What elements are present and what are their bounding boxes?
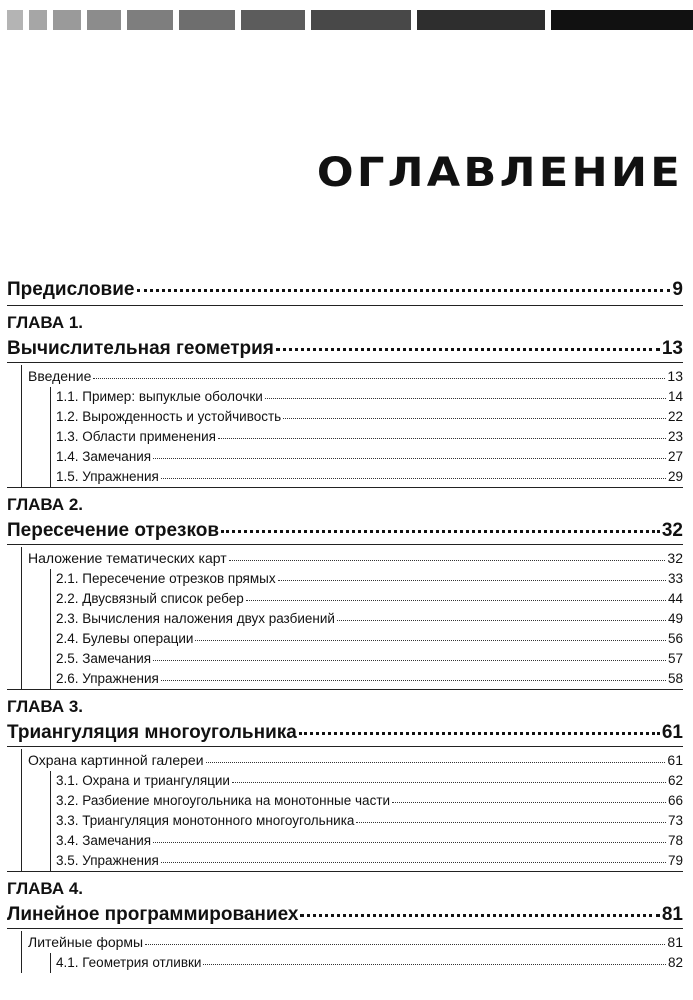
divider xyxy=(7,487,683,488)
dot-leader xyxy=(203,964,666,965)
entry-title: Линейное программированиех xyxy=(7,904,299,925)
chapter-label-text: ГЛАВА 2. xyxy=(7,495,84,514)
entry-title: Наложение тематических карт xyxy=(28,550,227,566)
divider xyxy=(7,362,683,363)
entry-page: 81 xyxy=(661,904,683,925)
toc-entry-section xyxy=(14,649,683,669)
entry-title: Предисловие xyxy=(7,279,135,300)
entry-title: 3.3. Триангуляция монотонного многоугольника xyxy=(56,813,355,828)
dot-leader xyxy=(153,458,666,459)
header-bar xyxy=(241,10,305,30)
entry-title: 3.1. Охрана и триангуляции xyxy=(56,773,230,788)
dot-leader xyxy=(276,348,660,351)
toc-entry-intro xyxy=(14,749,683,771)
divider xyxy=(7,544,683,545)
toc-entry-intro xyxy=(14,365,683,387)
entry-page: 66 xyxy=(667,793,683,808)
dot-leader xyxy=(145,944,665,945)
entry-title: 2.2. Двусвязный список ребер xyxy=(56,591,244,606)
chapter-label xyxy=(7,876,683,902)
entry-page: 61 xyxy=(667,752,683,768)
toc-entry-section xyxy=(14,569,683,589)
dot-leader xyxy=(195,640,666,641)
toc-entry-intro xyxy=(14,547,683,569)
header-bar xyxy=(7,10,23,30)
entry-title: 3.4. Замечания xyxy=(56,833,152,848)
entry-title: Вычислительная геометрия xyxy=(7,338,274,359)
divider xyxy=(7,689,683,690)
dot-leader xyxy=(161,680,666,681)
chapter-label-text: ГЛАВА 4. xyxy=(7,879,84,898)
chapter-title-entry xyxy=(7,336,683,362)
chapter-label-text: ГЛАВА 1. xyxy=(7,313,84,332)
entry-page: 13 xyxy=(661,338,683,359)
entry-page: 33 xyxy=(667,571,683,586)
table-of-contents xyxy=(7,275,683,973)
dot-leader xyxy=(299,732,660,735)
chapter-3 xyxy=(7,694,683,872)
dot-leader xyxy=(93,378,665,379)
entry-title: 1.3. Области применения xyxy=(56,429,216,444)
entry-page: 9 xyxy=(672,279,683,300)
header-bar xyxy=(87,10,121,30)
dot-leader xyxy=(137,289,671,292)
dot-leader xyxy=(337,620,666,621)
entry-page: 73 xyxy=(667,813,683,828)
toc-entry-section xyxy=(14,953,683,973)
entry-title: 2.5. Замечания xyxy=(56,651,152,666)
section-list xyxy=(14,771,683,871)
entry-title: 2.3. Вычисления наложения двух разбиений xyxy=(56,611,335,626)
dot-leader xyxy=(265,398,666,399)
toc-entry-section xyxy=(14,629,683,649)
dot-leader xyxy=(153,842,666,843)
chapter-subentries xyxy=(14,365,683,487)
entry-title: Литейные формы xyxy=(28,934,144,950)
dot-leader xyxy=(229,560,666,561)
entry-page: 32 xyxy=(667,550,683,566)
entry-title: Триангуляция многоугольника xyxy=(7,722,297,743)
entry-page: 14 xyxy=(667,389,683,404)
toc-entry-section xyxy=(14,447,683,467)
chapter-title-entry xyxy=(7,902,683,928)
chapter-title-entry xyxy=(7,720,683,746)
entry-page: 32 xyxy=(661,520,683,541)
chapter-label xyxy=(7,694,683,720)
dot-leader xyxy=(232,782,666,783)
entry-title: 4.1. Геометрия отливки xyxy=(56,955,202,970)
entry-title: 1.2. Вырожденность и устойчивость xyxy=(56,409,282,424)
toc-entry-section xyxy=(14,427,683,447)
toc-entry-section xyxy=(14,669,683,689)
entry-page: 29 xyxy=(667,469,683,484)
entry-title: 1.4. Замечания xyxy=(56,449,152,464)
chapter-subentries xyxy=(14,547,683,689)
page-title: ОГЛАВЛЕНИЕ xyxy=(316,150,683,196)
entry-page: 62 xyxy=(667,773,683,788)
dot-leader xyxy=(392,802,666,803)
header-bar xyxy=(311,10,411,30)
entry-page: 13 xyxy=(667,368,683,384)
entry-page: 56 xyxy=(667,631,683,646)
dot-leader xyxy=(218,438,666,439)
entry-page: 82 xyxy=(667,955,683,970)
divider xyxy=(7,305,683,306)
entry-page: 78 xyxy=(667,833,683,848)
entry-title: Охрана картинной галереи xyxy=(28,752,204,768)
entry-page: 58 xyxy=(667,671,683,686)
entry-page: 81 xyxy=(667,934,683,950)
entry-page: 44 xyxy=(667,591,683,606)
entry-page: 23 xyxy=(667,429,683,444)
dot-leader xyxy=(300,914,659,917)
divider xyxy=(7,746,683,747)
toc-entry-section xyxy=(14,831,683,851)
chapter-2 xyxy=(7,492,683,690)
dot-leader xyxy=(356,822,666,823)
toc-entry-section xyxy=(14,387,683,407)
toc-entry-section xyxy=(14,407,683,427)
dot-leader xyxy=(283,418,666,419)
entry-page: 79 xyxy=(667,853,683,868)
toc-entry-section xyxy=(14,609,683,629)
chapter-label-text: ГЛАВА 3. xyxy=(7,697,84,716)
entry-page: 49 xyxy=(667,611,683,626)
toc-entry-section xyxy=(14,791,683,811)
divider xyxy=(7,871,683,872)
chapter-label xyxy=(7,492,683,518)
chapter-subentries xyxy=(14,749,683,871)
dot-leader xyxy=(206,762,666,763)
entry-page: 61 xyxy=(661,722,683,743)
header-bar xyxy=(53,10,81,30)
entry-page: 27 xyxy=(667,449,683,464)
chapter-subentries xyxy=(14,931,683,973)
section-list xyxy=(14,569,683,689)
header-bar xyxy=(417,10,545,30)
dot-leader xyxy=(161,862,666,863)
header-bar xyxy=(551,10,693,30)
toc-entry-section xyxy=(14,467,683,487)
entry-title: Введение xyxy=(28,368,92,384)
toc-entry-section xyxy=(14,771,683,791)
dot-leader xyxy=(221,530,660,533)
entry-title: 3.5. Упражнения xyxy=(56,853,159,868)
chapter-title-entry xyxy=(7,518,683,544)
section-list xyxy=(14,387,683,487)
entry-title: 2.4. Булевы операции xyxy=(56,631,194,646)
dot-leader xyxy=(153,660,666,661)
section-list xyxy=(14,953,683,973)
toc-entry-section xyxy=(14,811,683,831)
chapter-1 xyxy=(7,310,683,488)
toc-entry-section xyxy=(14,589,683,609)
entry-title: 1.5. Упражнения xyxy=(56,469,159,484)
header-bar xyxy=(127,10,173,30)
header-decoration-bars xyxy=(7,10,687,30)
entry-title: 2.6. Упражнения xyxy=(56,671,159,686)
chapter-label xyxy=(7,310,683,336)
entry-title: Пересечение отрезков xyxy=(7,520,220,541)
dot-leader xyxy=(161,478,666,479)
entry-title: 2.1. Пересечение отрезков прямых xyxy=(56,571,276,586)
entry-page: 57 xyxy=(667,651,683,666)
header-bar xyxy=(29,10,47,30)
entry-page: 22 xyxy=(667,409,683,424)
dot-leader xyxy=(246,600,666,601)
entry-title: 3.2. Разбиение многоугольника на монотонные части xyxy=(56,793,391,808)
toc-entry-section xyxy=(14,851,683,871)
dot-leader xyxy=(278,580,666,581)
entry-title: 1.1. Пример: выпуклые оболочки xyxy=(56,389,263,404)
chapter-4 xyxy=(7,876,683,973)
toc-entry-preface xyxy=(7,275,683,305)
header-bar xyxy=(179,10,235,30)
divider xyxy=(7,928,683,929)
toc-entry-intro xyxy=(14,931,683,953)
